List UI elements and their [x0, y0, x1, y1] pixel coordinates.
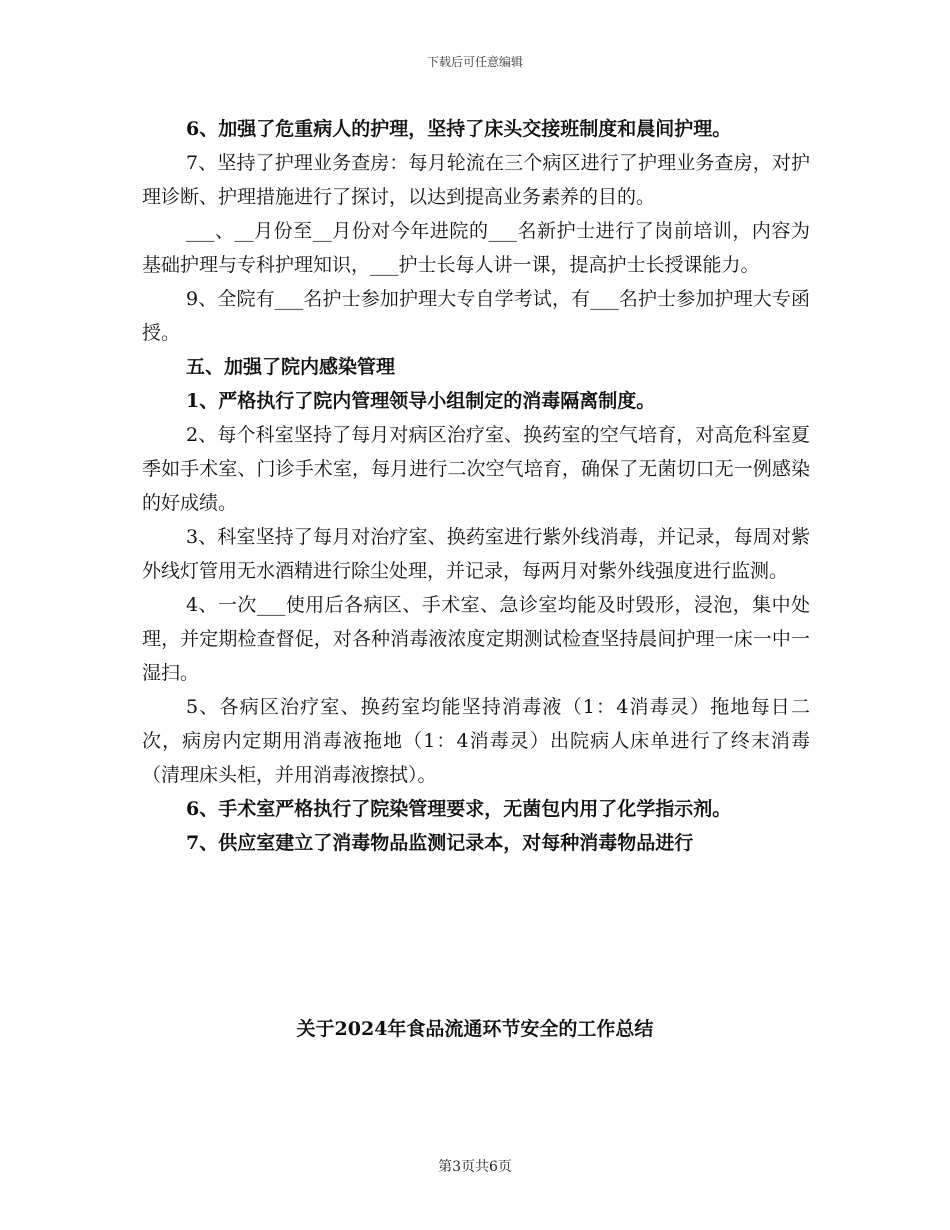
paragraph-10: 5、各病区治疗室、换药室均能坚持消毒液（1：4消毒灵）拖地每日二次，病房内定期用消毒液拖地（1：4消毒灵）出院病人床单进行了终末消毒（清理床头柜，并用消毒液擦拭）。 [142, 696, 810, 786]
paragraph-9: 4、一次___使用后各病区、手术室、急诊室均能及时毁形，浸泡，集中处理，并定期检查督促，对各种消毒液浓度定期测试检查坚持晨间护理一床一中一湿扫。 [142, 594, 810, 684]
paragraph-7: 2、每个科室坚持了每月对病区治疗室、换药室的空气培育，对高危科室夏季如手术室、门诊手术室，每月进行二次空气培育，确保了无菌切口无一例感染的好成绩。 [142, 424, 810, 514]
paragraph-2: 7、坚持了护理业务查房：每月轮流在三个病区进行了护理业务查房，对护理诊断、护理措施进行了探讨，以达到提高业务素养的目的。 [142, 152, 810, 208]
paragraph-4: 9、全院有___名护士参加护理大专自学考试，有___名护士参加护理大专函授。 [142, 288, 810, 344]
header-note: 下载后可任意编辑 [426, 55, 523, 69]
page-number: 第3页共6页 [438, 1159, 512, 1175]
paragraph-11: 6、手术室严格执行了院染管理要求，无菌包内用了化学指示剂。 [186, 798, 732, 820]
paragraph-12: 7、供应室建立了消毒物品监测记录本，对每种消毒物品进行 [186, 832, 694, 854]
document-title: 关于2024年食品流通环节安全的工作总结 [296, 1018, 654, 1040]
paragraph-3: ___、__月份至__月份对今年进院的___名新护士进行了岗前培训，内容为基础护理与专科护理知识，___护士长每人讲一课，提高护士长授课能力。 [142, 220, 810, 276]
section-heading: 五、加强了院内感染管理 [186, 356, 396, 378]
paragraph-1: 6、加强了危重病人的护理，坚持了床头交接班制度和晨间护理。 [186, 118, 732, 140]
paragraph-8: 3、科室坚持了每月对治疗室、换药室进行紫外线消毒，并记录，每周对紫外线灯管用无水酒精进行除尘处理，并记录，每两月对紫外线强度进行监测。 [142, 526, 810, 582]
document-body [142, 112, 810, 860]
paragraph-6: 1、严格执行了院内管理领导小组制定的消毒隔离制度。 [186, 390, 656, 412]
